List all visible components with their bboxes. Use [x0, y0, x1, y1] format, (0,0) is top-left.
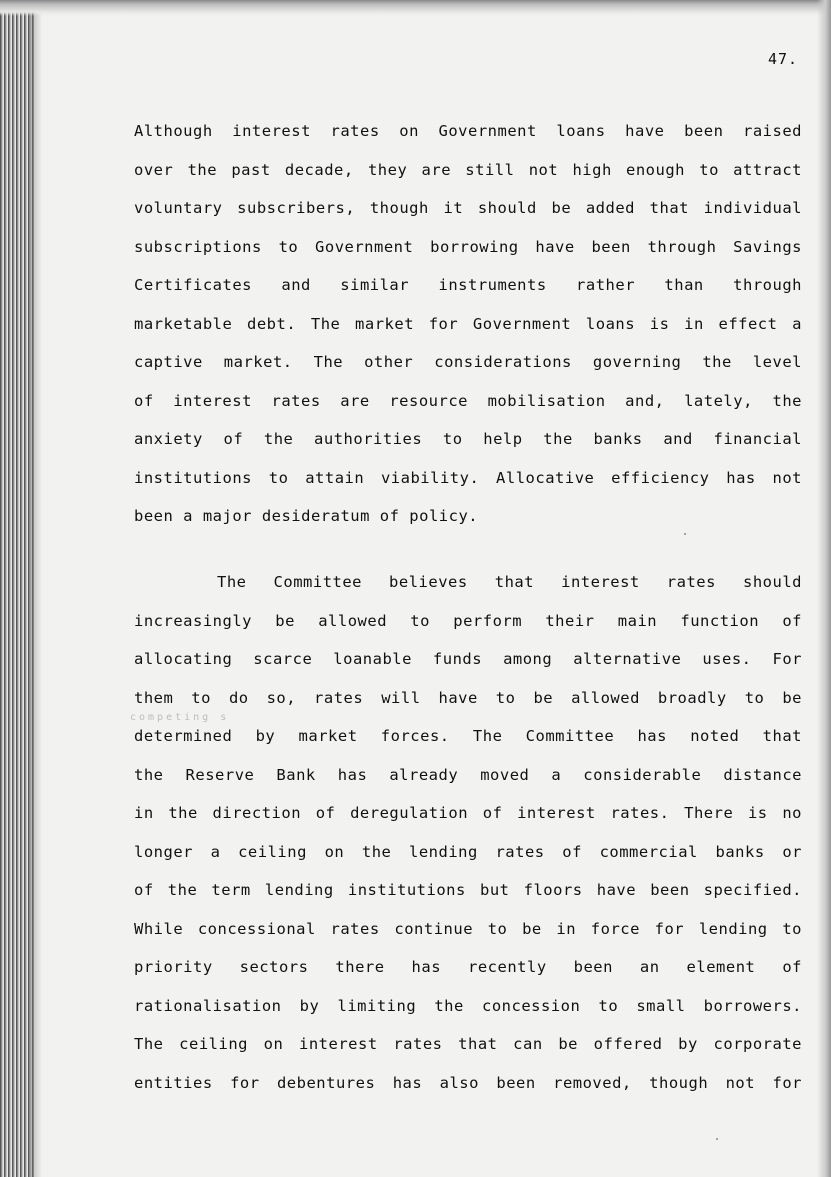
text-line: longer a ceiling on the lending rates of commercial banks or — [134, 842, 802, 861]
gutter-shadow — [30, 0, 42, 1177]
text-line: of the term lending institutions but floors have been specified. — [134, 881, 802, 899]
text-line: Certificates and similar instruments rather than through — [134, 276, 802, 294]
paper-speck — [684, 533, 686, 535]
text-line: the Reserve Bank has already moved a considerable distance — [134, 765, 802, 784]
text-line: institutions to attain viability. Allocative efficiency has not — [134, 468, 802, 487]
book-binding-shadow — [0, 0, 34, 1177]
text-line: captive market. The other considerations governing the level — [134, 353, 802, 371]
text-line: anxiety of the authorities to help the banks and financial — [134, 430, 802, 448]
text-line: them to do so, rates will have to be allowed broadly to be — [134, 688, 802, 707]
text-line: priority sectors there has recently been an element of — [134, 958, 802, 976]
top-page-edge — [0, 0, 831, 16]
paragraph-1 — [134, 112, 802, 536]
text-line: The ceiling on interest rates that can be offered by corporate — [134, 1035, 802, 1053]
text-line: subscriptions to Government borrowing have been through Savings — [134, 237, 802, 256]
text-line: in the direction of deregulation of interest rates. There is no — [134, 804, 802, 822]
text-line: over the past decade, they are still not high enough to attract — [134, 160, 802, 179]
text-line: Although interest rates on Government loans have been raised — [134, 122, 802, 140]
text-line: been a major desideratum of policy. — [134, 507, 479, 525]
show-through-text: competing s — [130, 712, 230, 723]
page-number: 47. — [768, 50, 799, 68]
text-line: rationalisation by limiting the concession to small borrowers. — [134, 996, 802, 1015]
text-line: voluntary subscribers, though it should be added that individual — [134, 199, 802, 217]
paragraph-2 — [134, 563, 802, 1102]
text-line: marketable debt. The market for Government loans is in effect a — [134, 314, 802, 333]
text-line: entities for debentures has also been removed, though not for — [134, 1073, 802, 1092]
paper-speck — [716, 1138, 718, 1140]
text-line: allocating scarce loanable funds among alternative uses. For — [134, 650, 802, 668]
text-line: While concessional rates continue to be in force for lending to — [134, 919, 802, 938]
text-line: increasingly be allowed to perform their main function of — [134, 611, 802, 630]
text-line: determined by market forces. The Committee has noted that — [134, 727, 802, 745]
right-page-edge — [817, 0, 831, 1177]
text-line: The Committee believes that interest rates should — [217, 573, 802, 591]
text-line: of interest rates are resource mobilisation and, lately, the — [134, 391, 802, 410]
